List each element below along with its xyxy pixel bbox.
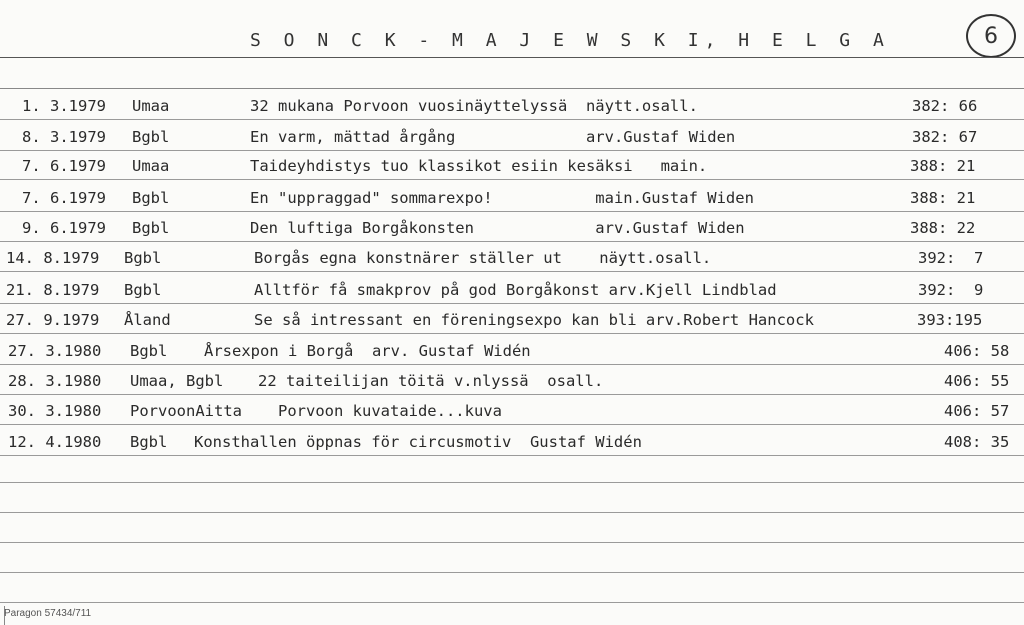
entry-reference: 388: 21 <box>910 189 976 207</box>
entry-reference: 408: 35 <box>944 433 1010 451</box>
entry-text: Borgås egna konstnärer ställer ut näytt.osall. <box>254 249 712 267</box>
entry-reference: 388: 21 <box>910 157 976 175</box>
card-title: S O N C K - M A J E W S K I, H E L G A <box>250 30 890 51</box>
entry-date: 8. 3.1979 <box>22 128 106 146</box>
entry-source: Åland <box>124 311 171 329</box>
entry-source: Bgbl <box>130 342 168 360</box>
entry-text: En "uppraggad" sommarexpo! main.Gustaf Widen <box>250 189 754 207</box>
entry-text: Alltför få smakprov på god Borgåkonst arv.Kjell Lindblad <box>254 281 777 299</box>
row-rule <box>0 333 1024 334</box>
row-rule <box>0 394 1024 395</box>
entry-date: 21. 8.1979 <box>6 281 100 299</box>
entry-reference: 406: 55 <box>944 372 1010 390</box>
entry-reference: 382: 67 <box>912 128 978 146</box>
entry-date: 1. 3.1979 <box>22 97 106 115</box>
entry-text: 22 taiteilijan töitä v.nlyssä osall. <box>258 372 604 390</box>
row-rule <box>0 364 1024 365</box>
entry-date: 7. 6.1979 <box>22 189 106 207</box>
entry-date: 27. 9.1979 <box>6 311 100 329</box>
entry-date: 27. 3.1980 <box>8 342 102 360</box>
entry-reference: 392: 9 <box>918 281 984 299</box>
entry-text: Årsexpon i Borgå arv. Gustaf Widén <box>204 342 531 360</box>
header-rule-secondary <box>0 88 1024 89</box>
row-rule <box>0 179 1024 180</box>
row-rule <box>0 303 1024 304</box>
row-rule <box>0 271 1024 272</box>
entry-row <box>0 305 1024 335</box>
row-rule <box>0 119 1024 120</box>
entry-row <box>0 151 1024 181</box>
entry-text: Porvoon kuvataide...kuva <box>278 402 502 420</box>
entry-reference: 406: 58 <box>944 342 1010 360</box>
entry-text: Den luftiga Borgåkonsten arv.Gustaf Widen <box>250 219 745 237</box>
row-rule <box>0 241 1024 242</box>
entry-source: Bgbl <box>132 189 170 207</box>
entry-source: Bgbl <box>132 219 170 237</box>
entry-date: 30. 3.1980 <box>8 402 102 420</box>
entry-reference: 393:195 <box>917 311 983 329</box>
entry-row <box>0 243 1024 273</box>
row-rule <box>0 455 1024 456</box>
entry-date: 28. 3.1980 <box>8 372 102 390</box>
entry-text: 32 mukana Porvoon vuosinäyttelyssä näytt.osall. <box>250 97 698 115</box>
entry-row <box>0 122 1024 152</box>
entry-row <box>0 213 1024 243</box>
blank-rule <box>0 602 1024 603</box>
entry-source: PorvoonAitta <box>130 402 242 420</box>
entry-text: Konsthallen öppnas för circusmotiv Gustaf Widén <box>194 433 642 451</box>
entry-reference: 406: 57 <box>944 402 1010 420</box>
entry-row <box>0 366 1024 396</box>
entry-source: Bgbl <box>132 128 170 146</box>
blank-rule <box>0 572 1024 573</box>
footer-print-code: Paragon 57434/711 <box>4 608 92 619</box>
entry-date: 12. 4.1980 <box>8 433 102 451</box>
entry-text: Taideyhdistys tuo klassikot esiin kesäksi main. <box>250 157 708 175</box>
entry-text: En varm, mättad årgång arv.Gustaf Widen <box>250 128 736 146</box>
entry-date: 7. 6.1979 <box>22 157 106 175</box>
entry-source: Bgbl <box>124 281 162 299</box>
entry-row <box>0 183 1024 213</box>
blank-rule <box>0 482 1024 483</box>
entry-source: Umaa, Bgbl <box>130 372 224 390</box>
blank-rule <box>0 542 1024 543</box>
entry-date: 14. 8.1979 <box>6 249 100 267</box>
entry-date: 9. 6.1979 <box>22 219 106 237</box>
entry-source: Umaa <box>132 157 170 175</box>
entry-source: Bgbl <box>124 249 162 267</box>
entry-row <box>0 427 1024 457</box>
row-rule <box>0 211 1024 212</box>
row-rule <box>0 424 1024 425</box>
entry-reference: 392: 7 <box>918 249 984 267</box>
header-rule <box>0 57 1024 58</box>
card-number-badge: 6 <box>966 14 1016 58</box>
blank-rule <box>0 512 1024 513</box>
entry-row <box>0 336 1024 366</box>
entry-row <box>0 91 1024 121</box>
entry-row <box>0 275 1024 305</box>
entry-source: Umaa <box>132 97 170 115</box>
entry-text: Se så intressant en föreningsexpo kan bli arv.Robert Hancock <box>254 311 814 329</box>
entry-source: Bgbl <box>130 433 168 451</box>
entry-row <box>0 396 1024 426</box>
entry-reference: 382: 66 <box>912 97 978 115</box>
entry-reference: 388: 22 <box>910 219 976 237</box>
